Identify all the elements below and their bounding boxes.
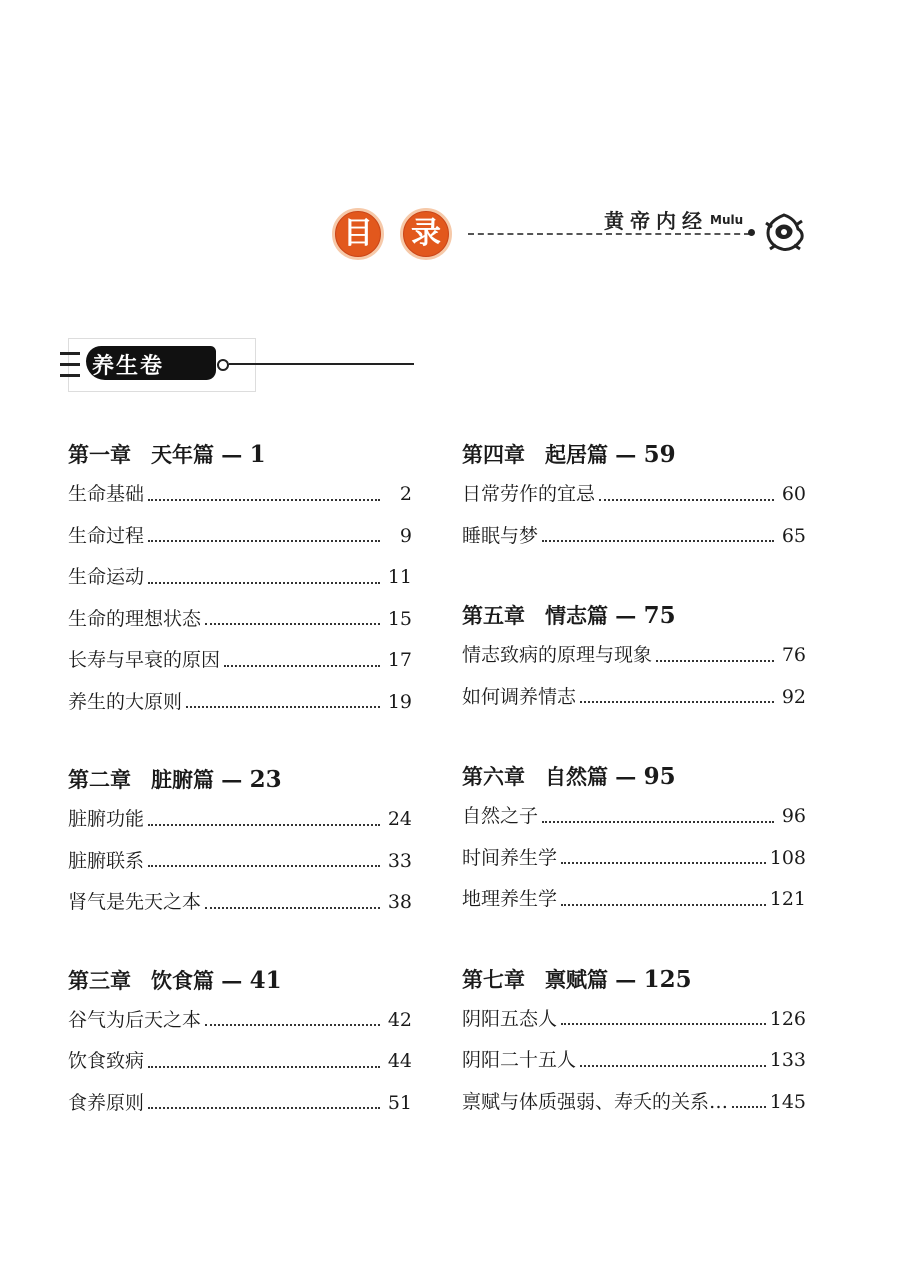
brand-title: 黄帝内经 bbox=[604, 209, 708, 233]
entry-page: 17 bbox=[387, 649, 412, 671]
entry-title: 脏腑联系 bbox=[68, 849, 145, 872]
dot-leader bbox=[205, 1024, 380, 1026]
entry-title: 饮食致病 bbox=[68, 1050, 145, 1072]
toc-entry[interactable] bbox=[462, 796, 806, 838]
chapter-dash: — bbox=[608, 966, 644, 992]
toc-entry[interactable] bbox=[68, 882, 412, 924]
toc-entry[interactable] bbox=[68, 557, 412, 599]
entry-page: 60 bbox=[781, 483, 806, 505]
chapter-name: 情志篇 bbox=[545, 603, 608, 628]
dragon-emblem-icon bbox=[760, 209, 808, 257]
toc-entry[interactable] bbox=[462, 474, 806, 516]
chapter-heading[interactable] bbox=[462, 762, 806, 796]
toc-entry[interactable] bbox=[68, 1083, 412, 1125]
entry-title: 养生的大原则 bbox=[68, 690, 183, 713]
chapter-block bbox=[68, 440, 412, 723]
entry-page: 44 bbox=[387, 1050, 412, 1072]
chapter-block bbox=[68, 765, 412, 924]
entry-page: 11 bbox=[387, 566, 412, 588]
chapter-number: 第五章 bbox=[462, 603, 525, 628]
chapter-name: 脏腑篇 bbox=[151, 767, 214, 792]
chapter-dash: — bbox=[214, 442, 250, 467]
toc-entry[interactable] bbox=[68, 474, 412, 516]
section-bars bbox=[60, 352, 80, 382]
entry-title: 肾气是先天之本 bbox=[68, 891, 202, 913]
toc-header bbox=[330, 205, 810, 265]
dot-leader bbox=[148, 865, 380, 867]
chapter-page: 41 bbox=[249, 966, 282, 994]
dot-leader bbox=[561, 904, 766, 906]
entry-page: 133 bbox=[769, 1049, 806, 1071]
toc-entry[interactable] bbox=[462, 838, 806, 880]
chapter-dash: — bbox=[608, 442, 644, 467]
dot-leader bbox=[561, 862, 766, 864]
toc-entry[interactable] bbox=[462, 1082, 806, 1124]
chapter-heading[interactable] bbox=[68, 966, 412, 1000]
chapter-number: 第七章 bbox=[462, 966, 525, 992]
chapter-page: 59 bbox=[643, 441, 676, 468]
entry-title: 睡眠与梦 bbox=[462, 524, 539, 547]
chapter-number: 第六章 bbox=[462, 764, 525, 789]
entry-page: 76 bbox=[781, 644, 806, 666]
dot-leader bbox=[580, 701, 774, 703]
entry-page: 19 bbox=[387, 690, 412, 713]
chapter-number: 第一章 bbox=[68, 442, 131, 467]
entry-page: 96 bbox=[781, 805, 806, 827]
dot-leader bbox=[148, 540, 380, 542]
dot-leader bbox=[205, 907, 380, 909]
dot-leader bbox=[186, 706, 380, 708]
chapter-name: 饮食篇 bbox=[151, 967, 214, 993]
chapter-page: 23 bbox=[249, 766, 282, 793]
entry-title: 生命运动 bbox=[68, 566, 145, 588]
entry-page: 38 bbox=[387, 891, 412, 913]
dot-leader bbox=[148, 1107, 380, 1109]
toc-entry[interactable] bbox=[462, 1040, 806, 1082]
entry-title: 情志致病的原理与现象 bbox=[462, 644, 653, 666]
chapter-name: 起居篇 bbox=[545, 442, 608, 467]
toc-entry[interactable] bbox=[68, 1000, 412, 1042]
entry-page: 51 bbox=[387, 1091, 412, 1114]
entry-title: 生命基础 bbox=[68, 483, 145, 505]
dot-leader bbox=[732, 1106, 766, 1108]
chapter-heading[interactable] bbox=[462, 965, 806, 999]
brand-subtitle: Mulu bbox=[710, 213, 744, 227]
dot-leader bbox=[561, 1023, 766, 1025]
chapter-block bbox=[462, 440, 806, 557]
title-char-1: 目 bbox=[332, 208, 384, 260]
entry-page: 108 bbox=[769, 846, 806, 869]
toc-entry[interactable] bbox=[68, 682, 412, 724]
chapter-spacer bbox=[462, 557, 806, 601]
chapter-number: 第二章 bbox=[68, 767, 131, 792]
dot-leader bbox=[599, 499, 774, 501]
header-rule-dot bbox=[748, 229, 755, 236]
entry-title: 阴阳二十五人 bbox=[462, 1049, 577, 1071]
toc-entry[interactable] bbox=[462, 516, 806, 558]
entry-page: 9 bbox=[399, 524, 412, 547]
section-rule-dot bbox=[217, 359, 229, 371]
entry-page: 24 bbox=[387, 808, 412, 830]
chapter-spacer bbox=[68, 924, 412, 966]
entry-title: 脏腑功能 bbox=[68, 808, 145, 830]
chapter-name: 禀赋篇 bbox=[545, 966, 608, 992]
entry-title: 如何调养情志 bbox=[462, 685, 577, 708]
entry-title: 地理养生学 bbox=[462, 888, 558, 910]
chapter-page: 95 bbox=[643, 763, 676, 790]
dot-leader bbox=[205, 623, 380, 625]
toc-entry[interactable] bbox=[68, 599, 412, 641]
dot-leader bbox=[224, 665, 380, 667]
section-title: 养生卷 bbox=[92, 353, 165, 379]
dot-leader bbox=[656, 660, 774, 662]
chapter-number: 第三章 bbox=[68, 967, 131, 993]
dot-leader bbox=[542, 821, 774, 823]
entry-page: 145 bbox=[769, 1090, 806, 1113]
dot-leader bbox=[148, 499, 380, 501]
entry-page: 2 bbox=[399, 483, 412, 505]
toc-entry[interactable] bbox=[462, 677, 806, 719]
entry-title: 食养原则 bbox=[68, 1091, 145, 1114]
chapter-page: 1 bbox=[249, 441, 266, 468]
section-rule bbox=[229, 363, 414, 365]
chapter-spacer bbox=[462, 718, 806, 762]
chapter-spacer bbox=[68, 723, 412, 765]
toc-entry[interactable] bbox=[68, 1041, 412, 1083]
entry-page: 121 bbox=[769, 888, 806, 910]
entry-title: 自然之子 bbox=[462, 805, 539, 827]
entry-page: 15 bbox=[387, 607, 412, 630]
chapter-block bbox=[462, 965, 806, 1124]
chapter-block bbox=[462, 762, 806, 921]
entry-page: 33 bbox=[387, 849, 412, 872]
entry-title: 阴阳五态人 bbox=[462, 1007, 558, 1030]
chapter-dash: — bbox=[214, 967, 250, 993]
toc-entry[interactable] bbox=[68, 799, 412, 841]
entry-title: 生命过程 bbox=[68, 524, 145, 547]
entry-title: 谷气为后天之本 bbox=[68, 1008, 202, 1031]
section-banner bbox=[60, 338, 420, 398]
entry-page: 92 bbox=[781, 685, 806, 708]
toc-entry[interactable] bbox=[68, 516, 412, 558]
chapter-heading[interactable] bbox=[462, 440, 806, 474]
chapter-heading[interactable] bbox=[68, 440, 412, 474]
chapter-dash: — bbox=[214, 767, 250, 792]
entry-title: 时间养生学 bbox=[462, 846, 558, 869]
chapter-block bbox=[68, 966, 412, 1125]
chapter-heading[interactable] bbox=[462, 601, 806, 635]
toc-entry[interactable] bbox=[462, 999, 806, 1041]
chapter-page: 75 bbox=[643, 602, 676, 629]
entry-title: 生命的理想状态 bbox=[68, 607, 202, 630]
toc-column-left bbox=[68, 440, 412, 1124]
dot-leader bbox=[148, 824, 380, 826]
entry-title: 日常劳作的宜忌 bbox=[462, 483, 596, 505]
toc-column-right bbox=[462, 440, 806, 1123]
toc-entry[interactable] bbox=[68, 841, 412, 883]
toc-entry[interactable] bbox=[68, 640, 412, 682]
toc-entry[interactable] bbox=[462, 635, 806, 677]
chapter-number: 第四章 bbox=[462, 442, 525, 467]
dot-leader bbox=[542, 540, 774, 542]
chapter-dash: — bbox=[608, 603, 644, 628]
entry-title: 禀赋与体质强弱、寿夭的关系… bbox=[462, 1090, 729, 1113]
chapter-name: 天年篇 bbox=[151, 442, 214, 467]
chapter-spacer bbox=[462, 921, 806, 965]
dot-leader bbox=[148, 582, 380, 584]
title-char-2: 录 bbox=[400, 208, 452, 260]
entry-page: 126 bbox=[769, 1007, 806, 1030]
dot-leader bbox=[580, 1065, 766, 1067]
chapter-page: 125 bbox=[643, 965, 692, 993]
entry-title: 长寿与早衰的原因 bbox=[68, 649, 221, 671]
chapter-name: 自然篇 bbox=[545, 764, 608, 789]
dot-leader bbox=[148, 1066, 380, 1068]
entry-page: 65 bbox=[781, 524, 806, 547]
entry-page: 42 bbox=[387, 1008, 412, 1031]
chapter-dash: — bbox=[608, 764, 644, 789]
chapter-heading[interactable] bbox=[68, 765, 412, 799]
chapter-block bbox=[462, 601, 806, 718]
toc-entry[interactable] bbox=[462, 879, 806, 921]
